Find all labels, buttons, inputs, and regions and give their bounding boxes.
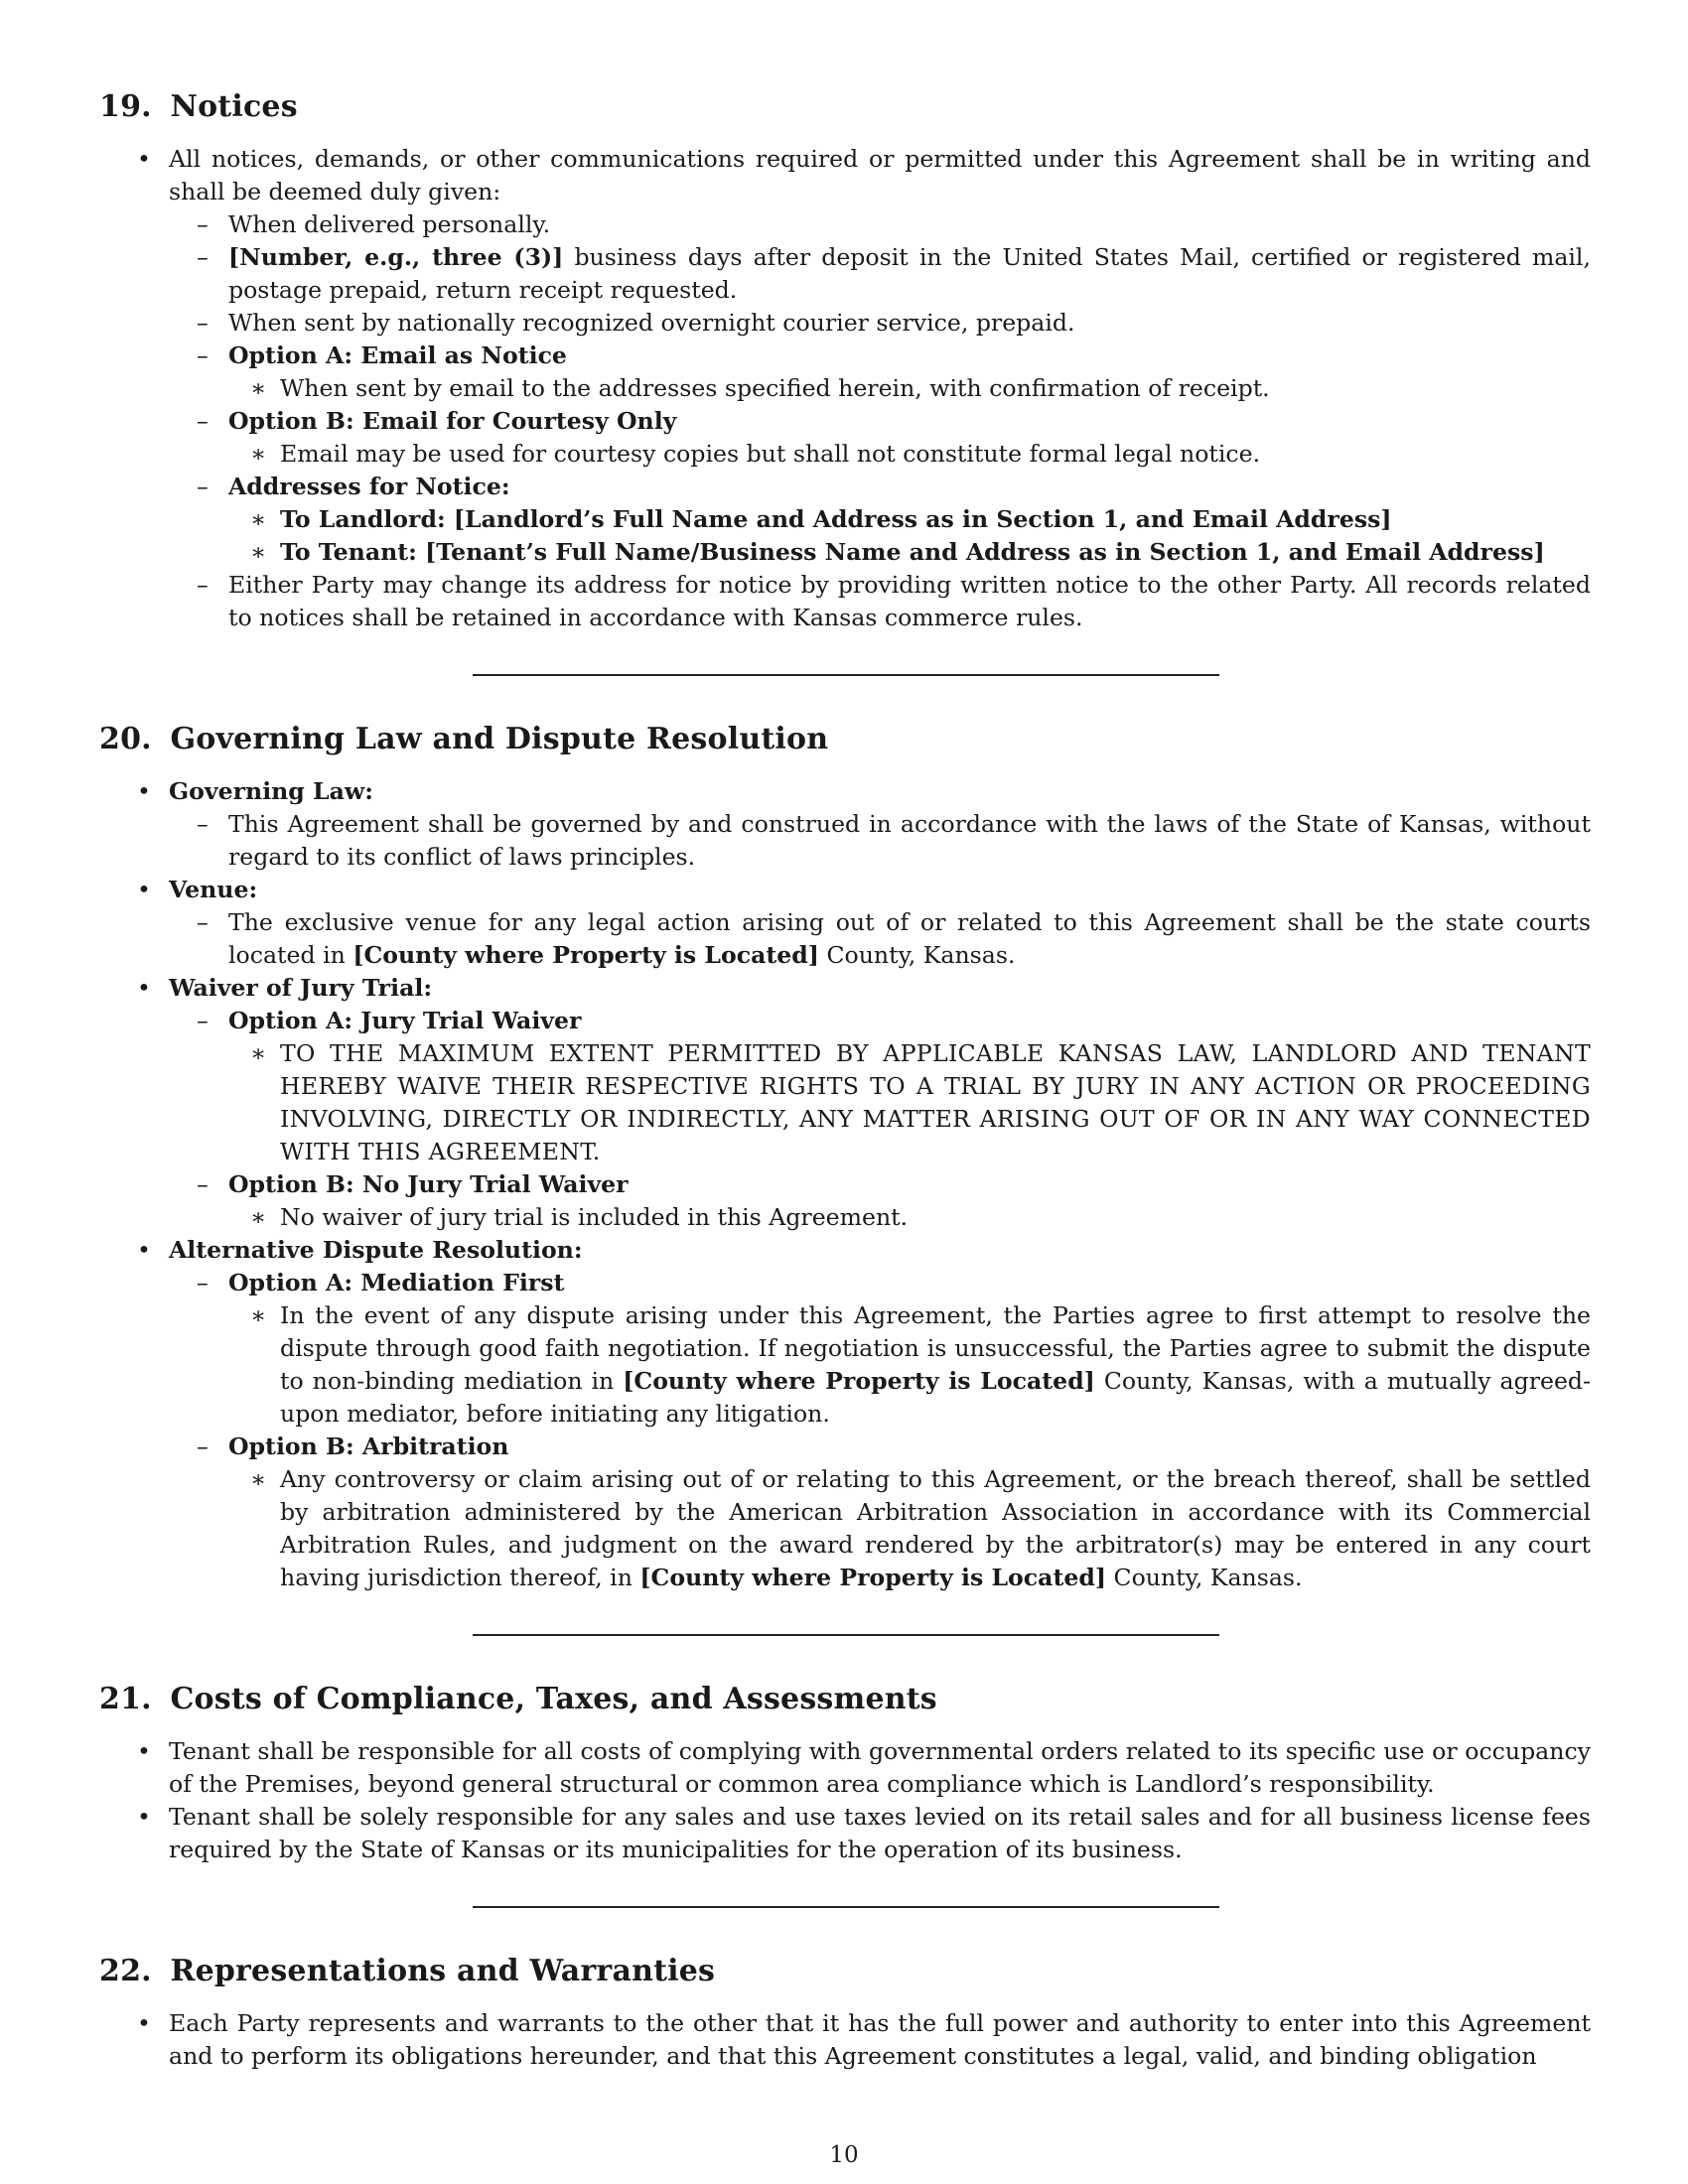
list-item [99, 438, 1591, 471]
list-item [99, 1431, 1591, 1594]
sub-list [169, 1267, 1591, 1594]
jury-option-a-text: TO THE MAXIMUM EXTENT PERMITTED BY APPLICABLE KANSAS LAW, LANDLORD AND TENANT HEREBY WAIVE THEIR RESPECTIVE RIGHTS TO A TRIAL BY JURY IN ANY ACTION OR PROCEEDING INVOLVING, DIRECTLY OR INDIRECTLY, ANY MATTER ARISING OUT OF OR IN ANY WAY CONNECTED WITH THIS AGREEMENT. [280, 1039, 1591, 1165]
notice-mail: business days after deposit in the United States Mail, certified or registered mail, postage prepaid, return receipt requested. [228, 243, 1591, 304]
list-item [99, 1735, 1591, 1801]
option-a-text: When sent by email to the addresses specified herein, with confirmation of receipt. [280, 374, 1270, 402]
placeholder-county: [County where Property is Located] [623, 1367, 1095, 1395]
list-item [99, 1463, 1591, 1594]
jury-waiver-label: Waiver of Jury Trial: [169, 974, 433, 1002]
list-item [99, 972, 1591, 1234]
bullet-list [99, 775, 1591, 1594]
tenant-address: To Tenant: [Tenant’s Full Name/Business Name and Address as in Section 1, and Email Address] [280, 538, 1545, 566]
section-number: 19. [99, 89, 152, 124]
section-21-heading [99, 1682, 1591, 1717]
venue-text: The exclusive venue for any legal action arising out of or related to this Agreement shall be the state courts located in [228, 908, 1591, 969]
list-item [99, 1005, 1591, 1168]
sub-sub-list [228, 1037, 1591, 1168]
list-item [99, 1267, 1591, 1431]
spacer [99, 1636, 1591, 1682]
sub-list [169, 1005, 1591, 1234]
adr-option-a-label: Option A: Mediation First [228, 1269, 565, 1297]
governing-law-text: This Agreement shall be governed by and construed in accordance with the laws of the State of Kansas, without regard to its conflict of laws principles. [228, 810, 1591, 871]
sub-list [169, 208, 1591, 634]
list-item [99, 874, 1591, 972]
placeholder-number: [Number, e.g., three (3)] [228, 243, 564, 271]
sub-sub-list [228, 438, 1591, 471]
list-item [99, 569, 1591, 634]
section-20-heading [99, 722, 1591, 757]
list-item [99, 1201, 1591, 1234]
option-a-label: Option A: Email as Notice [228, 341, 567, 369]
landlord-address: To Landlord: [Landlord’s Full Name and Address as in Section 1, and Email Address] [280, 505, 1392, 533]
bullet-list [99, 143, 1591, 634]
list-item [99, 340, 1591, 405]
spacer [99, 1908, 1591, 1954]
list-item [99, 471, 1591, 569]
section-21 [99, 1682, 1591, 1908]
section-title: Notices [170, 89, 298, 124]
taxes-text: Tenant shall be solely responsible for any sales and use taxes levied on its retail sales and for all business license fees required by the State of Kansas or its municipalities for the operation of its business. [169, 1803, 1591, 1863]
section-19-heading [99, 89, 1591, 125]
option-b-label: Option B: Email for Courtesy Only [228, 407, 677, 435]
arbitration-text-end: County, Kansas. [1106, 1564, 1303, 1591]
list-item [99, 307, 1591, 340]
venue-label: Venue: [169, 876, 258, 903]
section-number: 22. [99, 1954, 152, 1988]
jury-option-b-text: No waiver of jury trial is included in this Agreement. [280, 1203, 909, 1231]
section-number: 20. [99, 722, 152, 756]
sub-sub-list [228, 503, 1591, 569]
list-item [99, 503, 1591, 536]
compliance-costs-text: Tenant shall be responsible for all costs of complying with governmental orders related to its specific use or occupancy of the Premises, beyond general structural or common area compliance which is Landlord’s responsibility. [169, 1737, 1591, 1798]
sub-sub-list [228, 1299, 1591, 1431]
list-item [99, 775, 1591, 874]
option-b-text: Email may be used for courtesy copies but shall not constitute formal legal notice. [280, 440, 1261, 468]
notice-personal: When delivered personally. [228, 210, 551, 238]
sub-sub-list [228, 1463, 1591, 1594]
list-item [99, 1037, 1591, 1168]
adr-label: Alternative Dispute Resolution: [169, 1236, 583, 1264]
jury-option-a-label: Option A: Jury Trial Waiver [228, 1007, 582, 1034]
arbitration-text: Any controversy or claim arising out of or relating to this Agreement, or the breach thereof, shall be settled by arbitration administered by the American Arbitration Association in accordance with its Commercial Arbitration Rules, and judgment on the award rendered by the arbitrator(s) may be entered in any court having jurisdiction thereof, in [280, 1465, 1591, 1591]
document-page [99, 89, 1591, 2073]
list-item [99, 906, 1591, 972]
mediation-text: In the event of any dispute arising under this Agreement, the Parties agree to first attempt to resolve the dispute through good faith negotiation. If negotiation is unsuccessful, the Parties agree to submit the dispute to non-binding mediation in [280, 1301, 1591, 1395]
section-19 [99, 89, 1591, 676]
list-item [99, 1299, 1591, 1431]
list-item [99, 536, 1591, 569]
list-item [99, 1801, 1591, 1866]
placeholder-county: [County where Property is Located] [352, 941, 819, 969]
list-item [99, 405, 1591, 471]
warranties-text: Each Party represents and warrants to the other that it has the full power and authority to enter into this Agreement and to perform its obligations hereunder, and that this Agreement constitutes a legal, valid, and binding obligation [169, 2009, 1591, 2070]
sub-sub-list [228, 1201, 1591, 1234]
list-item [99, 808, 1591, 874]
list-item [99, 2007, 1591, 2073]
section-22 [99, 1954, 1591, 2073]
section-number: 21. [99, 1682, 152, 1716]
section-title: Governing Law and Dispute Resolution [170, 722, 829, 756]
sub-list [169, 808, 1591, 874]
sub-list [169, 906, 1591, 972]
address-change: Either Party may change its address for notice by providing written notice to the other Party. All records related to notices shall be retained in accordance with Kansas commerce rules. [228, 571, 1591, 631]
list-item [99, 372, 1591, 405]
addresses-label: Addresses for Notice: [228, 473, 510, 500]
list-item [99, 1234, 1591, 1594]
list-item [99, 208, 1591, 241]
adr-option-b-label: Option B: Arbitration [228, 1433, 509, 1460]
governing-law-label: Governing Law: [169, 777, 373, 805]
section-title: Costs of Compliance, Taxes, and Assessments [170, 1682, 937, 1716]
jury-option-b-label: Option B: No Jury Trial Waiver [228, 1170, 629, 1198]
list-item [99, 1168, 1591, 1234]
section-20 [99, 722, 1591, 1636]
spacer [99, 676, 1591, 722]
notice-intro: All notices, demands, or other communications required or permitted under this Agreement shall be in writing and shall be deemed duly given: [169, 145, 1591, 205]
page-number: 10 [829, 2142, 859, 2168]
list-item [99, 143, 1591, 634]
mediation-text-end: County, Kansas, with a mutually agreed-upon mediator, before initiating any litigation. [280, 1367, 1591, 1428]
bullet-list [99, 1735, 1591, 1866]
bullet-list [99, 2007, 1591, 2073]
venue-text-end: County, Kansas. [818, 941, 1016, 969]
section-22-heading [99, 1954, 1591, 1989]
placeholder-county: [County where Property is Located] [639, 1564, 1107, 1591]
notice-courier: When sent by nationally recognized overnight courier service, prepaid. [228, 309, 1075, 337]
section-title: Representations and Warranties [170, 1954, 716, 1988]
sub-sub-list [228, 372, 1591, 405]
list-item [99, 241, 1591, 307]
